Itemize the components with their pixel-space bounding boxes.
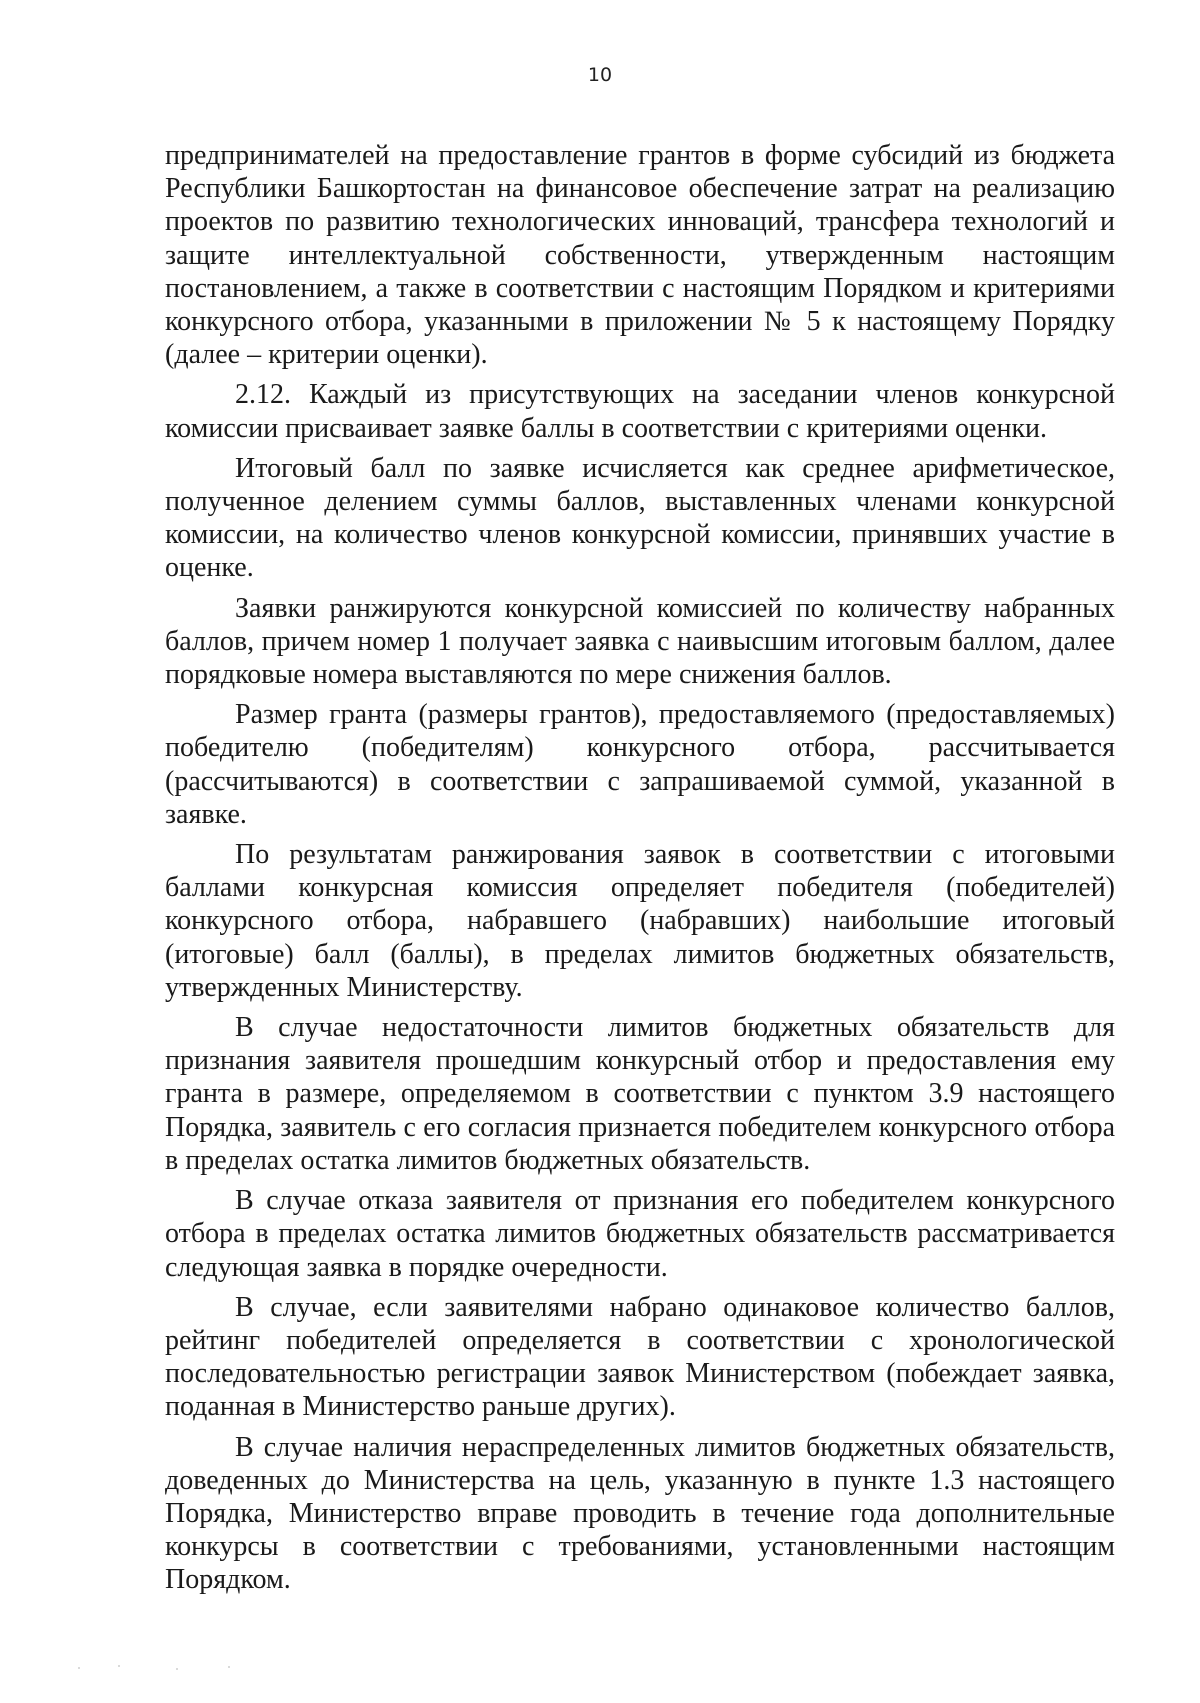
paragraph-additional-contests: В случае наличия нераспределенных лимитов бюджетных обязательств, доведенных до Министерства на цель, указанную в пункте 1.3 настоящего Порядка, Министерство вправе проводить в течение года дополнительные конкурсы в соответствии с требованиями, установленными настоящим Порядком. [165,1431,1115,1596]
page-number: 10 [587,64,613,86]
paragraph-equal-scores: В случае, если заявителями набрано одинаковое количество баллов, рейтинг победителей определяется в соответствии с хронологической последовательностью регистрации заявок Министерством (побеждает заявка, поданная в Министерство раньше других). [165,1291,1115,1423]
document-body [165,139,1115,1597]
paragraph-ranking: Заявки ранжируются конкурсной комиссией по количеству набранных баллов, причем номер 1 получает заявка с наивысшим итоговым баллом, далее порядковые номера выставляются по мере снижения баллов. [165,592,1115,691]
paragraph-grant-size: Размер гранта (размеры грантов), предоставляемого (предоставляемых) победителю (победителям) конкурсного отбора, рассчитывается (рассчитываются) в соответствии с запрашиваемой суммой, указанной в заявке. [165,699,1115,830]
paragraph-winner-selection: По результатам ранжирования заявок в соответствии с итоговыми баллами конкурсная комиссия определяет победителя (победителей) конкурсного отбора, набравшего (набравших) наибольшие итоговый (итоговые) балл (баллы), в пределах лимитов бюджетных обязательств, утвержденных Министерству. [165,839,1115,1003]
paragraph-final-score: Итоговый балл по заявке исчисляется как среднее арифметическое, полученное делением суммы баллов, выставленных членами конкурсной комиссии, на количество членов конкурсной комиссии, принявших участие в оценке. [165,452,1115,584]
scan-artifacts [78,1665,278,1671]
paragraph-insufficient-limits: В случае недостаточности лимитов бюджетных обязательств для признания заявителя прошедшим конкурсный отбор и предоставления ему гранта в размере, определяемом в соответствии с пунктом 3.9 настоящего Порядка, заявитель с его согласия признается победителем конкурсного отбора в пределах остатка лимитов бюджетных обязательств. [165,1012,1115,1176]
paragraph-2-12: 2.12. Каждый из присутствующих на заседании членов конкурсной комиссии присваивает заявке баллы в соответствии с критериями оценки. [165,379,1115,444]
paragraph-continuation: предпринимателей на предоставление грантов в форме субсидий из бюджета Республики Башкортостан на финансовое обеспечение затрат на реализацию проектов по развитию технологических инноваций, трансфера технологий и защите интеллектуальной собственности, утвержденным настоящим постановлением, а также в соответствии с настоящим Порядком и критериями конкурсного отбора, указанными в приложении № 5 к настоящему Порядку (далее – критерии оценки). [165,140,1115,371]
paragraph-refusal: В случае отказа заявителя от признания его победителем конкурсного отбора в пределах остатка лимитов бюджетных обязательств рассматривается следующая заявка в порядке очередности. [165,1185,1115,1283]
